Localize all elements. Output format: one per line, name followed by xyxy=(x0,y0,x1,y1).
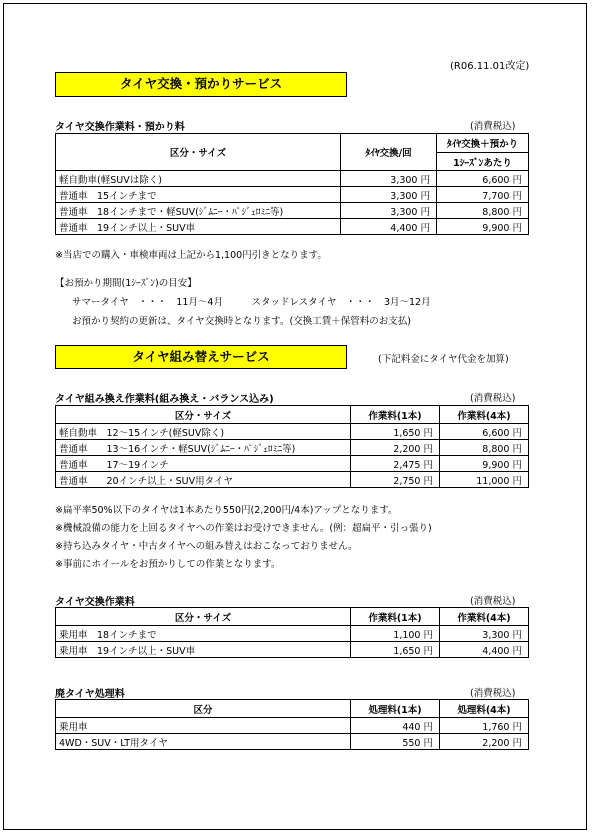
price-four: 1,760 円 xyxy=(440,718,529,734)
exchange-fee-table xyxy=(55,607,529,658)
row-label: 普通車 13～16インチ・軽SUV(ｼﾞﾑﾆｰ・ﾊﾟｼﾞｪﾛﾐﾆ等) xyxy=(56,440,351,456)
table-row xyxy=(56,171,529,187)
row-label: 普通車 15インチまで xyxy=(56,187,341,203)
table-row xyxy=(56,718,529,734)
price-one: 440 円 xyxy=(351,718,440,734)
price-four: 6,600 円 xyxy=(440,424,529,440)
price-one: 2,200 円 xyxy=(351,440,440,456)
table-row xyxy=(56,219,529,235)
price-four: 8,800 円 xyxy=(440,440,529,456)
price-storage: 8,800 円 xyxy=(437,203,529,219)
note-no-used-tires: ※持ち込みタイヤ・中古タイヤへの組み替えはおこなっておりません。 xyxy=(55,541,358,552)
table-title-exchange: タイヤ交換作業料 xyxy=(55,597,135,608)
exchange-storage-table xyxy=(55,133,529,235)
table-row xyxy=(56,424,529,440)
price-four: 2,200 円 xyxy=(440,734,529,750)
price-one: 1,650 円 xyxy=(351,424,440,440)
price-storage: 6,600 円 xyxy=(437,171,529,187)
price-one: 2,475 円 xyxy=(351,456,440,472)
header-category: 区分・サイズ xyxy=(56,406,351,424)
row-label: 普通車 20インチ以上・SUV用タイヤ xyxy=(56,472,351,488)
discount-note: ※当店での購入・車検車両は上記から1,100円引きとなります。 xyxy=(55,250,327,261)
table-row xyxy=(56,472,529,488)
header-fee-1: 処理料(1本) xyxy=(351,700,440,718)
price-four: 11,000 円 xyxy=(440,472,529,488)
row-label: 普通車 18インチまで・軽SUV(ｼﾞﾑﾆｰ・ﾊﾟｼﾞｪﾛﾐﾆ等) xyxy=(56,203,341,219)
header-fee-4: 作業料(4本) xyxy=(440,608,529,626)
disposal-fee-table xyxy=(55,699,529,750)
price-one: 2,750 円 xyxy=(351,472,440,488)
table-row xyxy=(56,734,529,750)
row-label: 乗用車 19インチ以上・SUV車 xyxy=(56,642,351,658)
side-note-tire-price: (下記料金にタイヤ代金を加算) xyxy=(378,354,509,365)
table-row xyxy=(56,626,529,642)
price-four: 9,900 円 xyxy=(440,456,529,472)
row-label: 乗用車 xyxy=(56,718,351,734)
price-exchange: 3,300 円 xyxy=(341,203,437,219)
table-row xyxy=(56,456,529,472)
row-label: 軽自動車(軽SUVは除く) xyxy=(56,171,341,187)
header-category: 区分・サイズ xyxy=(56,608,351,626)
tax-note: (消費税込) xyxy=(470,393,516,404)
row-label: 乗用車 18インチまで xyxy=(56,626,351,642)
table-row xyxy=(56,642,529,658)
price-storage: 7,700 円 xyxy=(437,187,529,203)
header-exchange-storage: ﾀｲﾔ交換＋預かり xyxy=(437,134,529,153)
table-row xyxy=(56,203,529,219)
note-wheel-advance: ※事前にホイールをお預かりしての作業となります。 xyxy=(55,559,281,570)
note-low-profile: ※扁平率50%以下のタイヤは1本あたり550円(2,200円/4本)アップとなります。 xyxy=(55,505,398,516)
row-label: 普通車 19インチ以上・SUV車 xyxy=(56,219,341,235)
storage-period-title: 【お預かり期間(1ｼｰｽﾞﾝ)の目安】 xyxy=(55,278,197,289)
table-row xyxy=(56,187,529,203)
price-exchange: 4,400 円 xyxy=(341,219,437,235)
tax-note: (消費税込) xyxy=(470,688,516,699)
table-title-exchange-storage: タイヤ交換作業料・預かり料 xyxy=(55,122,185,133)
header-category: 区分・サイズ xyxy=(56,134,341,171)
tax-note: (消費税込) xyxy=(470,121,516,132)
storage-period-line: サマータイヤ ・・・ 11月～4月 スタッドレスタイヤ ・・・ 3月～12月 xyxy=(72,297,431,308)
price-exchange: 3,300 円 xyxy=(341,187,437,203)
price-one: 1,650 円 xyxy=(351,642,440,658)
price-four: 3,300 円 xyxy=(440,626,529,642)
remount-table xyxy=(55,405,529,488)
table-title-remount: タイヤ組み換え作業料(組み換え・バランス込み) xyxy=(55,394,274,405)
section-banner-tire-exchange-storage: タイヤ交換・預かりサービス xyxy=(55,72,347,97)
header-per-season: 1ｼｰｽﾞﾝあたり xyxy=(437,153,529,171)
header-fee-4: 処理料(4本) xyxy=(440,700,529,718)
price-one: 550 円 xyxy=(351,734,440,750)
table-title-disposal: 廃タイヤ処理料 xyxy=(55,689,125,700)
row-label: 軽自動車 12～15インチ(軽SUV除く) xyxy=(56,424,351,440)
tax-note: (消費税込) xyxy=(470,596,516,607)
revision-date: (R06.11.01改定) xyxy=(450,61,530,72)
header-fee-1: 作業料(1本) xyxy=(351,406,440,424)
header-category: 区分 xyxy=(56,700,351,718)
header-fee-4: 作業料(4本) xyxy=(440,406,529,424)
table-row xyxy=(56,440,529,456)
note-equipment-limit: ※機械設備の能力を上回るタイヤへの作業はお受けできません。(例：超扁平・引っ張り) xyxy=(55,523,432,534)
header-fee-1: 作業料(1本) xyxy=(351,608,440,626)
price-one: 1,100 円 xyxy=(351,626,440,642)
contract-renewal-note: お預かり契約の更新は、タイヤ交換時となります。(交換工賃＋保管料のお支払) xyxy=(72,316,411,327)
row-label: 普通車 17～19インチ xyxy=(56,456,351,472)
price-storage: 9,900 円 xyxy=(437,219,529,235)
price-four: 4,400 円 xyxy=(440,642,529,658)
price-exchange: 3,300 円 xyxy=(341,171,437,187)
section-banner-tire-remount: タイヤ組み替えサービス xyxy=(55,345,347,369)
header-exchange: ﾀｲﾔ交換/回 xyxy=(341,134,437,171)
row-label: 4WD・SUV・LT用タイヤ xyxy=(56,734,351,750)
